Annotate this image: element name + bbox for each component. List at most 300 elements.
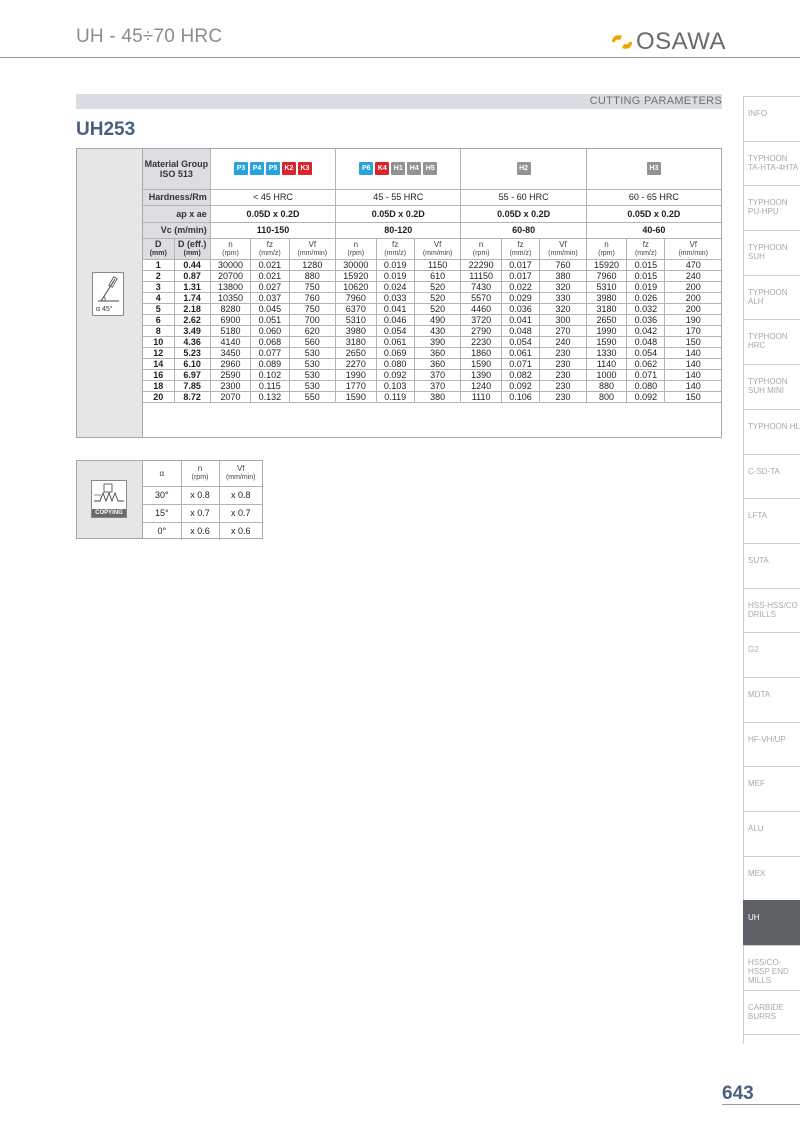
ap-value: 0.05D x 0.2D (336, 206, 461, 223)
tab-15[interactable]: MEF (743, 766, 800, 811)
tab-9[interactable]: LFTA (743, 498, 800, 543)
table-cell: 0.015 (627, 271, 665, 282)
copy-cell: x 0.7 (181, 504, 219, 522)
tab-13[interactable]: MDTA (743, 677, 800, 722)
vc-value: 110-150 (210, 222, 335, 239)
table-cell: 0.037 (251, 293, 289, 304)
copy-cell: x 0.8 (219, 486, 262, 504)
tab-11[interactable]: HSS-HSS/CO DRILLS (743, 588, 800, 633)
iso-badge: H3 (647, 162, 661, 175)
table-cell: 7960 (336, 293, 376, 304)
table-cell: 0.051 (251, 315, 289, 326)
table-cell: 5570 (461, 293, 501, 304)
col-head-d (143, 239, 174, 260)
table-cell: 0.082 (501, 370, 539, 381)
table-cell: 3450 (210, 348, 250, 359)
table-row (143, 271, 721, 282)
osawa-logo-icon (610, 32, 634, 52)
table-cell: 750 (289, 282, 336, 293)
tab-8[interactable]: C-SD-TA (743, 454, 800, 499)
table-cell: 230 (540, 381, 587, 392)
hardness-row (143, 189, 721, 206)
table-row (143, 293, 721, 304)
ap-label: ap x ae (143, 206, 210, 223)
table-cell: 700 (289, 315, 336, 326)
table-cell: 22290 (461, 260, 501, 271)
tab-20[interactable]: CARBIDE BURRS (743, 990, 800, 1035)
iso-badge: K4 (375, 162, 389, 175)
section-bar (76, 94, 722, 109)
col-head (336, 239, 376, 260)
table-cell: 11150 (461, 271, 501, 282)
table-cell: 1150 (414, 260, 461, 271)
vc-row (143, 222, 721, 239)
table-cell: 10 (143, 337, 174, 348)
table-cell: 530 (289, 370, 336, 381)
table-cell: 1860 (461, 348, 501, 359)
table-cell: 320 (540, 304, 587, 315)
iso-badge: P5 (266, 162, 280, 175)
brand-name: OSAWA (636, 28, 727, 55)
table-cell: 0.44 (174, 260, 210, 271)
table-cell: 0.115 (251, 381, 289, 392)
tab-0[interactable]: INFO (743, 96, 800, 141)
copy-cell: 15° (143, 504, 181, 522)
tab-19[interactable]: HSS/CO-HSSP END MILLS (743, 945, 800, 990)
table-cell: 0.048 (627, 337, 665, 348)
table-cell: 0.022 (501, 282, 539, 293)
table-cell: 6370 (336, 304, 376, 315)
page-number: 643 (722, 1083, 754, 1104)
col-head-unit: (rpm) (222, 250, 239, 257)
table-cell: 0.061 (376, 337, 414, 348)
tool-icon-cell (77, 149, 143, 437)
parameters-grid (143, 149, 721, 403)
table-row (143, 392, 721, 403)
table-cell: 3980 (586, 293, 626, 304)
table-cell: 0.106 (501, 392, 539, 403)
table-cell: 7960 (586, 271, 626, 282)
table-cell: 360 (414, 359, 461, 370)
table-cell: 10620 (336, 282, 376, 293)
table-cell: 0.054 (627, 348, 665, 359)
copying-icon (91, 480, 127, 518)
col-head-label: Vf (433, 240, 442, 249)
col-head-unit: (mm/min) (297, 250, 328, 257)
table-cell: 2960 (210, 359, 250, 370)
table-cell: 1770 (336, 381, 376, 392)
col-head-label: Vf (308, 240, 317, 249)
table-cell: 1590 (586, 337, 626, 348)
copy-row (143, 486, 262, 504)
col-head-unit: (mm/z) (384, 250, 407, 257)
col-head-unit: (rpm) (472, 250, 490, 257)
tab-6[interactable]: TYPHOON SUH MINI (743, 364, 800, 409)
hardness-label: Hardness/Rm (143, 189, 210, 206)
col-head-unit: (rpm) (347, 250, 365, 257)
table-cell: 520 (414, 282, 461, 293)
vc-label: Vc (m/min) (143, 222, 210, 239)
table-cell: 6.97 (174, 370, 210, 381)
table-cell: 140 (665, 359, 721, 370)
table-cell: 2 (143, 271, 174, 282)
table-cell: 620 (289, 326, 336, 337)
ap-value: 0.05D x 0.2D (586, 206, 721, 223)
copy-cell: x 0.7 (219, 504, 262, 522)
material-label: Material Group ISO 513 (143, 149, 210, 189)
col-head-unit: (mm/min) (422, 250, 453, 257)
copying-table (76, 460, 263, 539)
table-cell: 880 (586, 381, 626, 392)
table-cell: 230 (540, 348, 587, 359)
ap-row (143, 206, 721, 223)
table-cell: 1590 (336, 392, 376, 403)
table-cell: 14 (143, 359, 174, 370)
table-cell: 0.068 (251, 337, 289, 348)
table-cell: 15920 (336, 271, 376, 282)
page-header-title: UH - 45÷70 HRC (76, 26, 223, 47)
tab-12[interactable]: G2 (743, 632, 800, 677)
table-cell: 140 (665, 348, 721, 359)
table-cell: 0.027 (251, 282, 289, 293)
table-cell: 0.069 (376, 348, 414, 359)
col-head (461, 239, 501, 260)
col-head (501, 239, 539, 260)
col-head-label: fz (642, 240, 649, 249)
table-cell: 1 (143, 260, 174, 271)
table-cell: 0.019 (627, 282, 665, 293)
table-cell: 6 (143, 315, 174, 326)
table-cell: 0.062 (627, 359, 665, 370)
table-cell: 390 (414, 337, 461, 348)
tab-5[interactable]: TYPHOON HRC (743, 319, 800, 364)
table-cell: 760 (289, 293, 336, 304)
table-cell: 4.36 (174, 337, 210, 348)
col-head-unit: (mm/z) (509, 250, 532, 257)
col-head (627, 239, 665, 260)
copy-col-head-unit: (rpm) (191, 474, 209, 482)
col-head-label: Vf (559, 240, 567, 249)
table-cell: 0.071 (501, 359, 539, 370)
table-row (143, 381, 721, 392)
table-cell: 2230 (461, 337, 501, 348)
copy-cell: x 0.6 (181, 522, 219, 540)
table-cell: 230 (540, 392, 587, 403)
table-cell: 6900 (210, 315, 250, 326)
copying-label: COPYING (92, 509, 126, 517)
copy-row (143, 522, 262, 540)
tabs-end (743, 1034, 800, 1044)
table-cell: 880 (289, 271, 336, 282)
copy-head-row (143, 461, 262, 486)
table-cell: 0.019 (376, 260, 414, 271)
iso-badge: H2 (517, 162, 531, 175)
col-head-label: fz (392, 240, 399, 249)
material-badges-1 (336, 149, 461, 189)
table-cell: 0.019 (376, 271, 414, 282)
col-head-deff-unit: (mm) (183, 250, 201, 257)
table-row (143, 359, 721, 370)
table-row (143, 315, 721, 326)
table-cell: 520 (414, 293, 461, 304)
table-cell: 1590 (461, 359, 501, 370)
copy-col-head-unit: (mm/min) (225, 474, 256, 482)
table-cell: 0.089 (251, 359, 289, 370)
tab-18[interactable]: UH (743, 900, 800, 945)
tab-14[interactable]: HF-VH/UP (743, 722, 800, 767)
copying-icon-cell (77, 461, 143, 538)
table-row (143, 260, 721, 271)
table-cell: 0.077 (251, 348, 289, 359)
table-cell: 0.092 (627, 392, 665, 403)
table-cell: 0.092 (501, 381, 539, 392)
iso-badge: K3 (298, 162, 312, 175)
page-number-underline (722, 1104, 800, 1105)
table-row (143, 282, 721, 293)
copy-col-head-label: α (159, 468, 165, 478)
table-cell: 490 (414, 315, 461, 326)
table-cell: 150 (665, 392, 721, 403)
hardness-value: 60 - 65 HRC (586, 189, 721, 206)
col-head (376, 239, 414, 260)
table-cell: 300 (540, 315, 587, 326)
table-cell: 0.132 (251, 392, 289, 403)
material-row (143, 149, 721, 189)
table-cell: 430 (414, 326, 461, 337)
tab-1[interactable]: TYPHOON TA-HTA-4HTA (743, 141, 800, 186)
table-row (143, 348, 721, 359)
table-cell: 1140 (586, 359, 626, 370)
col-head-unit: (mm/min) (548, 250, 578, 257)
table-cell: 1390 (461, 370, 501, 381)
table-cell: 800 (586, 392, 626, 403)
table-cell: 4460 (461, 304, 501, 315)
col-head-deff-label: D (eff.) (177, 239, 207, 249)
table-cell: 1.74 (174, 293, 210, 304)
table-cell: 140 (665, 370, 721, 381)
col-head-unit: (mm/z) (634, 250, 657, 257)
tab-10[interactable]: SUTA (743, 543, 800, 588)
angle-label: α 45° (96, 306, 113, 313)
table-cell: 8280 (210, 304, 250, 315)
col-head-unit: (mm/z) (258, 250, 281, 257)
table-cell: 470 (665, 260, 721, 271)
table-cell: 2.18 (174, 304, 210, 315)
iso-badge: H5 (423, 162, 437, 175)
col-head-d-label: D (155, 239, 162, 249)
col-head-label: n (604, 240, 609, 249)
table-cell: 0.036 (627, 315, 665, 326)
table-cell: 0.87 (174, 271, 210, 282)
col-head-label: fz (517, 240, 524, 249)
table-cell: 0.026 (627, 293, 665, 304)
col-head (210, 239, 250, 260)
col-head (665, 239, 721, 260)
table-cell: 370 (414, 381, 461, 392)
table-cell: 0.029 (501, 293, 539, 304)
category-tabs (743, 96, 800, 1044)
table-cell: 550 (289, 392, 336, 403)
table-cell: 0.061 (501, 348, 539, 359)
table-cell: 5.23 (174, 348, 210, 359)
copy-col-head (143, 461, 181, 486)
table-cell: 2270 (336, 359, 376, 370)
col-head-label: n (228, 240, 233, 249)
table-cell: 610 (414, 271, 461, 282)
table-cell: 0.033 (376, 293, 414, 304)
table-cell: 10350 (210, 293, 250, 304)
table-cell: 0.048 (501, 326, 539, 337)
col-head-label: n (478, 240, 484, 249)
table-cell: 230 (540, 359, 587, 370)
table-cell: 0.102 (251, 370, 289, 381)
table-cell: 5310 (336, 315, 376, 326)
table-cell: 0.041 (376, 304, 414, 315)
iso-badge: P3 (234, 162, 248, 175)
table-cell: 0.017 (501, 271, 539, 282)
copy-cell: x 0.8 (181, 486, 219, 504)
table-cell: 1990 (336, 370, 376, 381)
table-cell: 0.103 (376, 381, 414, 392)
table-cell: 530 (289, 381, 336, 392)
table-cell: 3180 (336, 337, 376, 348)
table-cell: 0.080 (627, 381, 665, 392)
table-cell: 0.036 (501, 304, 539, 315)
table-cell: 18 (143, 381, 174, 392)
hardness-value: < 45 HRC (210, 189, 335, 206)
tab-3[interactable]: TYPHOON SUH (743, 230, 800, 275)
table-cell: 1990 (586, 326, 626, 337)
table-cell: 320 (540, 282, 587, 293)
table-cell: 4140 (210, 337, 250, 348)
table-cell: 2.62 (174, 315, 210, 326)
table-cell: 0.046 (376, 315, 414, 326)
table-cell: 0.119 (376, 392, 414, 403)
table-cell: 5180 (210, 326, 250, 337)
brand-logo (610, 28, 726, 56)
tab-17[interactable]: MEX (743, 856, 800, 901)
table-cell: 270 (540, 326, 587, 337)
material-badges-2 (461, 149, 586, 189)
angle-45-icon (92, 272, 124, 316)
table-cell: 20700 (210, 271, 250, 282)
table-cell: 2300 (210, 381, 250, 392)
table-cell: 13800 (210, 282, 250, 293)
column-head-row (143, 239, 721, 260)
table-cell: 1240 (461, 381, 501, 392)
table-cell: 0.060 (251, 326, 289, 337)
hardness-value: 45 - 55 HRC (336, 189, 461, 206)
col-head (414, 239, 461, 260)
table-cell: 1110 (461, 392, 501, 403)
table-cell: 30000 (210, 260, 250, 271)
table-cell: 0.045 (251, 304, 289, 315)
table-cell: 1.31 (174, 282, 210, 293)
table-cell: 2070 (210, 392, 250, 403)
tab-16[interactable]: ALU (743, 811, 800, 856)
vc-value: 80-120 (336, 222, 461, 239)
table-cell: 140 (665, 381, 721, 392)
table-cell: 200 (665, 304, 721, 315)
copying-grid (143, 461, 262, 540)
col-head (289, 239, 336, 260)
tab-7[interactable]: TYPHOON HL (743, 409, 800, 454)
header-divider (0, 57, 800, 58)
material-badges-0 (210, 149, 335, 189)
table-row (143, 337, 721, 348)
table-cell: 0.021 (251, 260, 289, 271)
table-cell: 5310 (586, 282, 626, 293)
tab-4[interactable]: TYPHOON ALH (743, 275, 800, 320)
table-cell: 1000 (586, 370, 626, 381)
col-head-unit: (mm/min) (678, 250, 709, 257)
table-cell: 1330 (586, 348, 626, 359)
table-cell: 16 (143, 370, 174, 381)
ap-value: 0.05D x 0.2D (461, 206, 586, 223)
table-cell: 30000 (336, 260, 376, 271)
table-cell: 170 (665, 326, 721, 337)
table-cell: 8.72 (174, 392, 210, 403)
section-label: CUTTING PARAMETERS (589, 95, 722, 107)
table-cell: 2650 (586, 315, 626, 326)
table-cell: 7430 (461, 282, 501, 293)
table-cell: 0.054 (376, 326, 414, 337)
table-cell: 4 (143, 293, 174, 304)
table-cell: 0.021 (251, 271, 289, 282)
table-cell: 240 (540, 337, 587, 348)
copy-col-head-label: n (197, 464, 203, 474)
table-cell: 3720 (461, 315, 501, 326)
table-cell: 200 (665, 282, 721, 293)
table-row (143, 326, 721, 337)
table-cell: 3.49 (174, 326, 210, 337)
tab-2[interactable]: TYPHOON PU-HPU (743, 185, 800, 230)
table-row (143, 370, 721, 381)
copy-col-head-label: Vf (236, 464, 245, 474)
iso-badge: H4 (407, 162, 421, 175)
table-cell: 190 (665, 315, 721, 326)
vc-value: 40-60 (586, 222, 721, 239)
table-cell: 560 (289, 337, 336, 348)
iso-badge: P6 (359, 162, 373, 175)
table-cell: 0.024 (376, 282, 414, 293)
table-cell: 3180 (586, 304, 626, 315)
col-head-deff (174, 239, 210, 260)
table-cell: 520 (414, 304, 461, 315)
table-cell: 380 (414, 392, 461, 403)
table-cell: 330 (540, 293, 587, 304)
copy-col-head (219, 461, 262, 486)
copy-col-head (181, 461, 219, 486)
table-cell: 12 (143, 348, 174, 359)
table-cell: 2590 (210, 370, 250, 381)
table-cell: 3980 (336, 326, 376, 337)
table-cell: 750 (289, 304, 336, 315)
product-title: UH253 (76, 119, 136, 140)
iso-badge: K2 (282, 162, 296, 175)
col-head (540, 239, 587, 260)
iso-badge: H1 (391, 162, 405, 175)
material-badges-3 (586, 149, 721, 189)
table-cell: 3 (143, 282, 174, 293)
table-cell: 0.080 (376, 359, 414, 370)
col-head-d-unit: (mm) (149, 250, 167, 257)
table-cell: 8 (143, 326, 174, 337)
col-head (586, 239, 626, 260)
table-cell: 2650 (336, 348, 376, 359)
table-cell: 0.015 (627, 260, 665, 271)
cutting-parameters-table (76, 148, 722, 438)
